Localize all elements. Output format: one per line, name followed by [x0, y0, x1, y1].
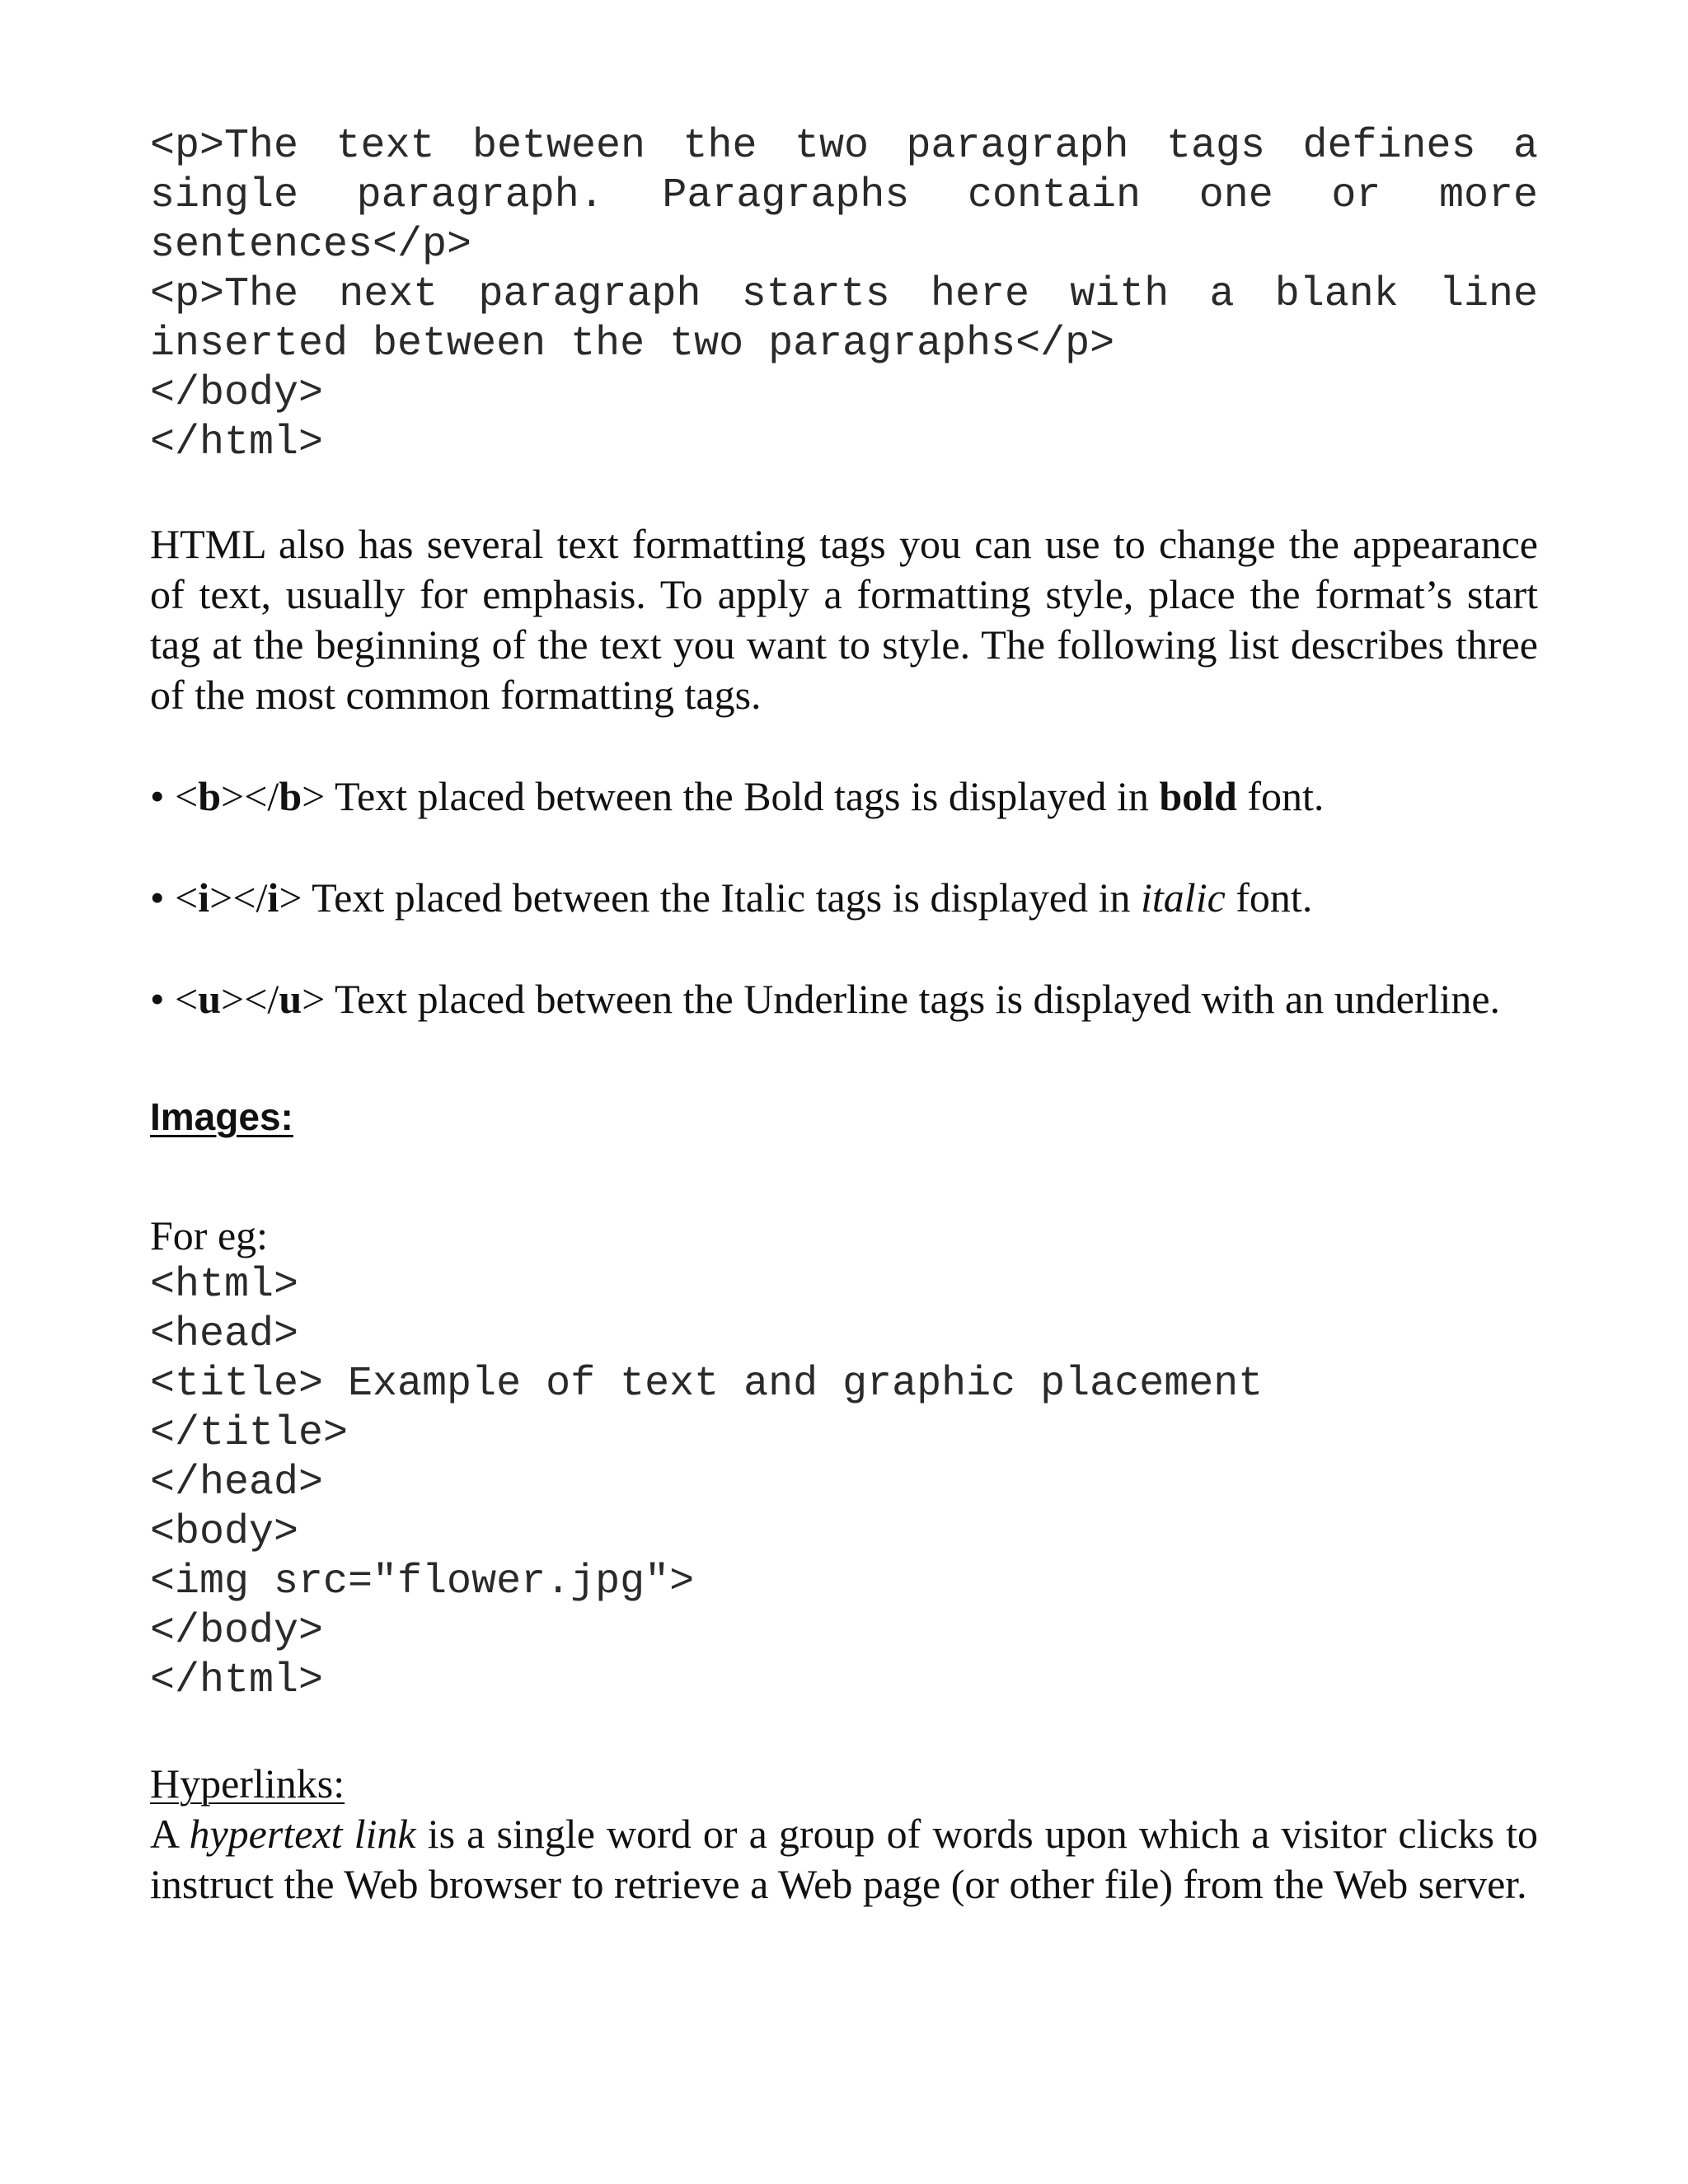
code-block-image-example	[150, 1261, 1538, 1706]
images-heading: Images:	[150, 1095, 293, 1138]
tag-close: >	[302, 976, 326, 1022]
tag-middle: ></	[221, 773, 279, 819]
code-line: </body>	[150, 1608, 324, 1655]
tag-middle: ></	[209, 874, 268, 921]
bullet-text-end: font.	[1236, 773, 1325, 819]
tag-letter: u	[198, 976, 222, 1022]
bullet-text: Text placed between the Underline tags is displayed with an underline.	[325, 976, 1501, 1022]
bullet-text: Text placed between the Italic tags is displayed in	[302, 874, 1142, 921]
hyperlinks-rest: is a single word or a group of words upon which a visitor clicks to instruct the Web browser to retrieve a Web page (or other file) from the Web server.	[150, 1811, 1538, 1907]
code-line: <title> Example of text and graphic placement	[150, 1361, 1264, 1408]
hyperlinks-heading: Hyperlinks:	[150, 1760, 345, 1807]
tag-open: <	[175, 976, 199, 1022]
tag-letter: b	[279, 773, 302, 819]
bullet-text-end: font.	[1225, 874, 1313, 921]
code-line: </title>	[150, 1410, 349, 1457]
bullet-underline-tag	[150, 974, 1538, 1024]
bullet-marker: •	[150, 976, 165, 1022]
code-line: </html>	[150, 1657, 324, 1704]
code-paragraph-1: <p>The text between the two paragraph tags defines a single paragraph. Paragraphs contain one or more sentences</p>	[150, 123, 1538, 269]
code-paragraph-2: <p>The next paragraph starts here with a blank line inserted between the two paragraphs</p>	[150, 271, 1538, 368]
hyperlinks-paragraph	[150, 1809, 1538, 1910]
code-close-html: </html>	[150, 419, 324, 466]
bullet-marker: •	[150, 773, 165, 819]
bullet-marker: •	[150, 874, 165, 921]
hypertext-link-term: hypertext link	[189, 1811, 416, 1857]
formatting-intro-paragraph: HTML also has several text formatting tags you can use to change the appearance of text, usually for emphasis. To apply a formatting style, place the format’s start tag at the beginning of the text you want to style. The following list describes three of the most common formatting tags.	[150, 521, 1538, 718]
code-block-paragraph-example	[150, 122, 1538, 468]
tag-letter: b	[198, 773, 222, 819]
bold-word: bold	[1159, 773, 1237, 819]
tag-close: >	[302, 773, 326, 819]
code-line: </head>	[150, 1460, 324, 1507]
tag-letter: u	[279, 976, 302, 1022]
code-line: <img src="flower.jpg">	[150, 1558, 695, 1605]
tag-open: <	[175, 773, 199, 819]
code-line: <html>	[150, 1262, 299, 1309]
code-line: <head>	[150, 1311, 299, 1358]
code-close-body: </body>	[150, 370, 324, 417]
bullet-text: Text placed between the Bold tags is displayed in	[325, 773, 1160, 819]
tag-letter: i	[198, 874, 210, 921]
document-page	[150, 122, 1538, 1910]
tag-letter: i	[267, 874, 279, 921]
hyperlinks-prefix: A	[150, 1811, 190, 1857]
bullet-italic-tag	[150, 873, 1538, 923]
code-line: <body>	[150, 1509, 299, 1556]
tag-middle: ></	[221, 976, 279, 1022]
tag-open: <	[175, 874, 199, 921]
italic-word: italic	[1141, 874, 1226, 921]
for-example-label: For eg:	[150, 1212, 269, 1258]
tag-close: >	[279, 874, 302, 921]
bullet-bold-tag	[150, 771, 1538, 822]
